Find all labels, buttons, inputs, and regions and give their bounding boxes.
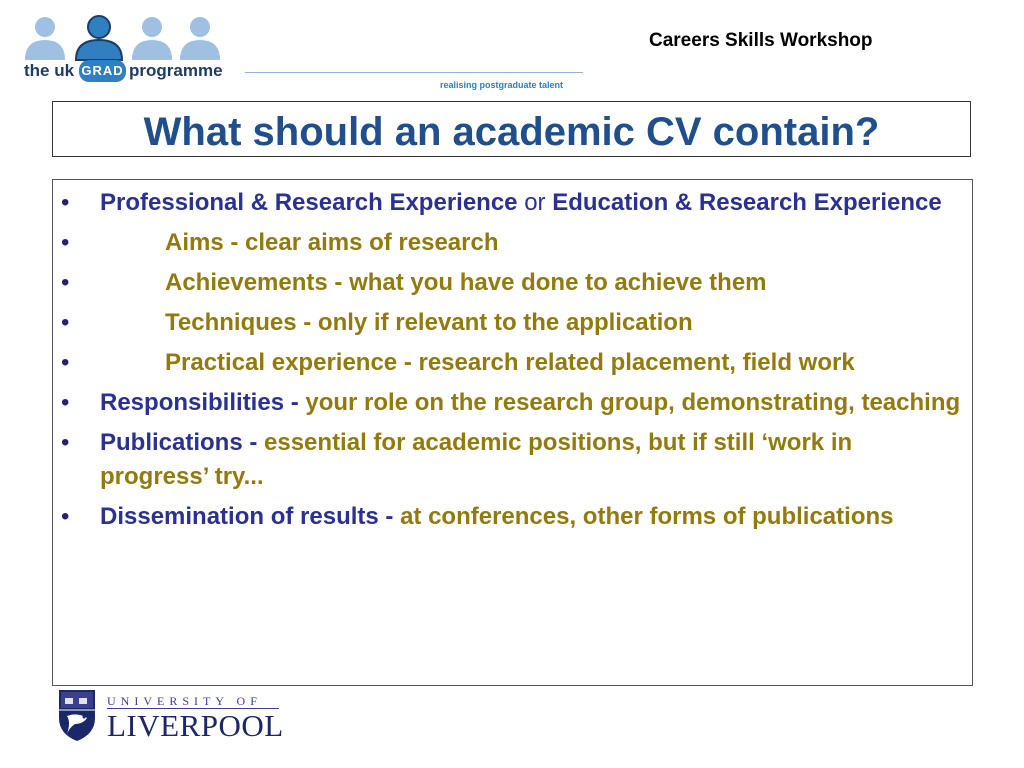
bullet-marker: • (61, 429, 70, 456)
university-name: LIVERPOOL (107, 708, 284, 743)
bullet-text: Techniques - only if relevant to the application (165, 309, 693, 336)
university-logo (57, 688, 287, 744)
list-item (53, 500, 962, 534)
list-item (53, 186, 962, 220)
bullet-heading: Dissemination of results - (100, 503, 401, 530)
university-of-label: UNIVERSITY OF (107, 694, 262, 708)
content-box (52, 179, 973, 686)
bullet-marker: • (61, 309, 70, 336)
logo-badge: GRAD (79, 60, 126, 82)
ukgrad-logo (20, 14, 565, 90)
list-item (53, 426, 962, 494)
bullet-marker: • (61, 189, 70, 216)
list-item (53, 226, 962, 260)
bullet-list (53, 186, 962, 540)
bullet-heading: Responsibilities - (100, 389, 306, 416)
bullet-heading: Professional & Research Experience (100, 189, 518, 216)
logo-tagline: realising postgraduate talent (440, 80, 564, 90)
list-item (53, 346, 962, 380)
bullet-text: Aims - clear aims of research (165, 229, 499, 256)
bullet-marker: • (61, 503, 70, 530)
bullet-marker: • (61, 269, 70, 296)
crest-icon (57, 688, 97, 742)
bullet-heading: Publications - (100, 429, 265, 456)
bullet-marker: • (61, 389, 70, 416)
list-item (53, 306, 962, 340)
list-item (53, 266, 962, 300)
logo-suffix: programme (129, 61, 223, 80)
bullet-marker: • (61, 349, 70, 376)
bullet-marker: • (61, 229, 70, 256)
workshop-label: Careers Skills Workshop (649, 30, 873, 51)
bullet-joiner: or (517, 189, 553, 216)
logo-prefix: the uk (24, 61, 75, 80)
bullet-text: at conferences, other forms of publications (400, 503, 894, 530)
bullet-text: your role on the research group, demonstrating, teaching (305, 389, 961, 416)
logo-divider (245, 72, 583, 73)
bullet-heading-2: Education & Research Experience (552, 189, 942, 216)
bullet-text: Achievements - what you have done to achieve them (165, 269, 767, 296)
people-icon (20, 14, 230, 62)
bullet-text: essential for academic positions, but if still ‘work in progress’ try... (100, 429, 853, 490)
list-item (53, 386, 962, 420)
slide-title: What should an academic CV contain? (143, 110, 880, 154)
title-box (52, 101, 971, 157)
bullet-text: Practical experience - research related placement, field work (165, 349, 855, 376)
